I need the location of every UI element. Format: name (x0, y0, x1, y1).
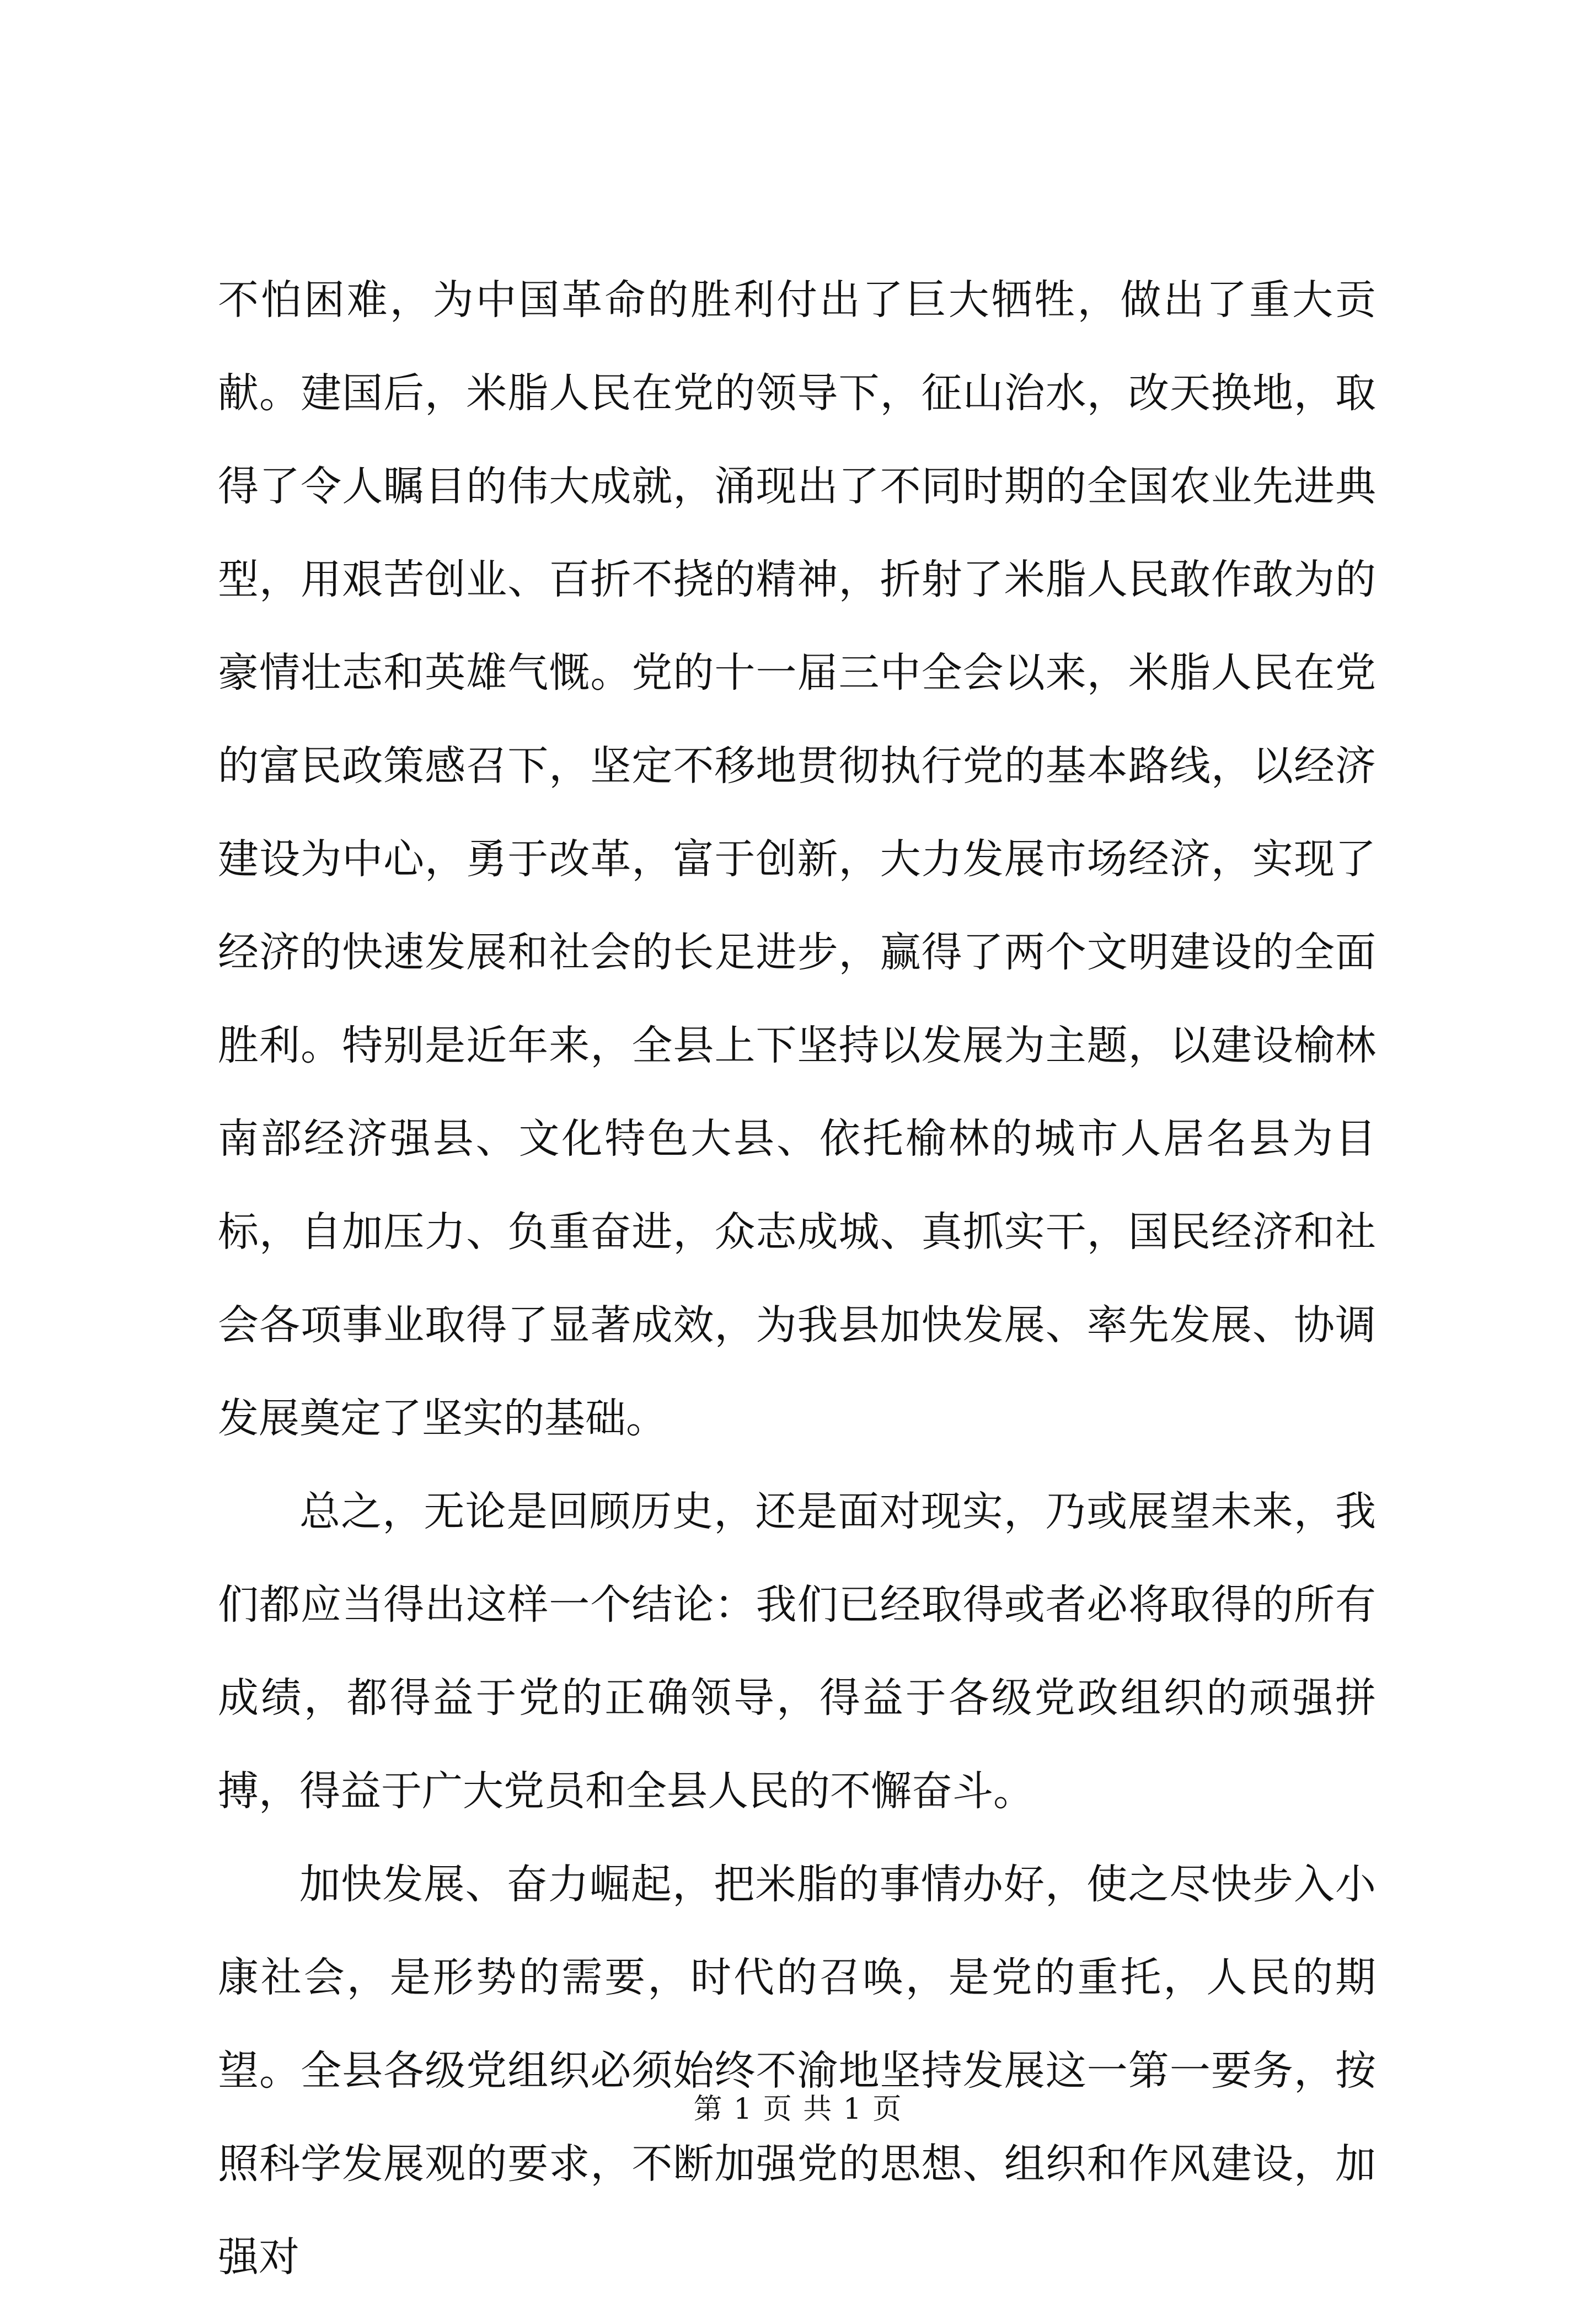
paragraph-1: 不怕困难，为中国革命的胜利付出了巨大牺牲，做出了重大贡献。建国后，米脂人民在党的领导下，征山治水，改天换地，取得了令人瞩目的伟大成就，涌现出了不同时期的全国农业先进典型，用艰苦创业、百折不挠的精神，折射了米脂人民敢作敢为的豪情壮志和英雄气慨。党的十一届三中全会以来，米脂人民在党的富民政策感召下，坚定不移地贯彻执行党的基本路线，以经济建设为中心，勇于改革，富于创新，大力发展市场经济，实现了经济的快速发展和社会的长足进步，赢得了两个文明建设的全面胜利。特别是近年来，全县上下坚持以发展为主题，以建设榆林南部经济强县、文化特色大县、依托榆林的城市人居名县为目标，自加压力、负重奋进，众志成城、真抓实干，国民经济和社会各项事业取得了显著成效，为我县加快发展、率先发展、协调发展奠定了坚实的基础。 (218, 276, 1376, 1442)
page-number-footer: 第 1 页 共 1 页 (693, 2093, 903, 2126)
document-body (218, 254, 1376, 2304)
paragraph-2: 总之，无论是回顾历史，还是面对现实，乃或展望未来，我们都应当得出这样一个结论：我们已经取得或者必将取得的所有成绩，都得益于党的正确领导，得益于各级党政组织的顽强拼搏，得益于广大党员和全县人民的不懈奋斗。 (218, 1488, 1376, 1815)
paragraph-3: 加快发展、奋力崛起，把米脂的事情办好，使之尽快步入小康社会，是形势的需要，时代的召唤，是党的重托，人民的期望。全县各级党组织必须始终不渝地坚持发展这一第一要务，按照科学发展观的要求，不断加强党的思想、组织和作风建设，加强对 (218, 1861, 1376, 2281)
